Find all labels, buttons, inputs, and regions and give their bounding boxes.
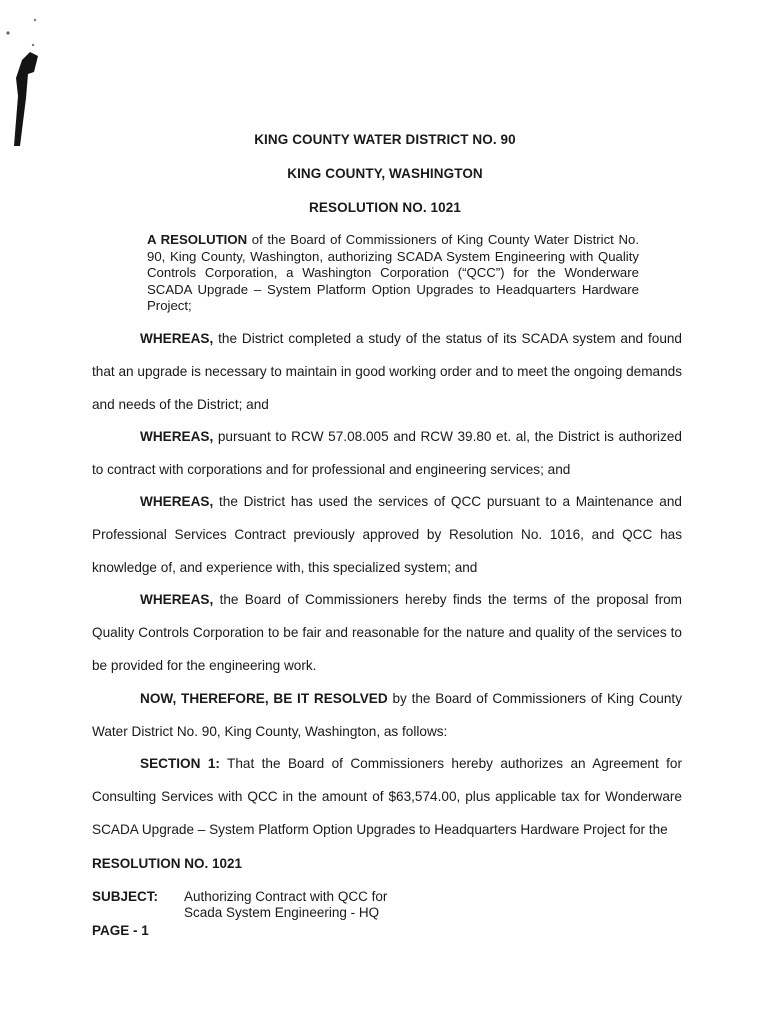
paragraph-text: the Board of Commissioners hereby finds the terms of the proposal from Quality Controls Corporation to be fair and reasonable for the nature and quality of the services to be provided for the engineering work.: [92, 592, 682, 673]
scan-artifact-mark: [0, 0, 60, 150]
subject-line-2: Scada System Engineering - HQ: [184, 905, 380, 920]
paragraph-text: by the Board of Commissioners of King County Water District No. 90, King County, Washington, as follows:: [92, 691, 683, 739]
paragraph-lead: SECTION 1:: [140, 756, 220, 771]
paragraph-text: pursuant to RCW 57.08.005 and RCW 39.80 et. al, the District is authorized to contract with corporations and for professional and engineering services; and: [92, 429, 682, 477]
whereas-paragraph-1: [92, 322, 682, 421]
resolution-summary: [147, 232, 639, 315]
subject-line-1: Authorizing Contract with QCC for: [184, 889, 388, 904]
paragraph-lead: NOW, THEREFORE, BE IT RESOLVED: [140, 691, 388, 706]
district-title: KING COUNTY WATER DISTRICT NO. 90: [254, 132, 516, 147]
whereas-paragraph-3: [92, 485, 682, 584]
footer-subject: [92, 889, 387, 921]
resolved-paragraph: [92, 682, 682, 748]
footer-resolution-number: [92, 856, 242, 871]
paragraph-lead: WHEREAS,: [140, 429, 214, 444]
paragraph-text: That the Board of Commissioners hereby authorizes an Agreement for Consulting Services with QCC in the amount of $63,574.00, plus applicable tax for Wonderware SCADA Upgrade – System Platform Option Upgrades to Headquarters Hardware Project for the: [92, 756, 682, 837]
subject-label: SUBJECT:: [92, 889, 159, 904]
footer-resolution-label: RESOLUTION NO. 1021: [92, 856, 243, 871]
page-number: PAGE - 1: [92, 923, 149, 938]
footer-page-number: [92, 923, 149, 938]
summary-lead: A RESOLUTION: [147, 232, 248, 247]
paragraph-text: the District completed a study of the status of its SCADA system and found that an upgrade is necessary to maintain in good working order and to meet the ongoing demands and needs of the District; and: [92, 331, 682, 412]
subject-text: [184, 889, 387, 921]
paragraph-lead: WHEREAS,: [140, 331, 214, 346]
resolution-number: RESOLUTION NO. 1021: [309, 200, 461, 215]
paragraph-lead: WHEREAS,: [140, 494, 214, 509]
summary-text: of the Board of Commissioners of King County Water District No. 90, King County, Washington, authorizing SCADA System Engineering with Quality Controls Corporation, a Washington Corporation (“QCC”) for the Wonderware SCADA Upgrade – System Platform Option Upgrades to Headquarters Hardware Project;: [147, 232, 639, 313]
section-1-paragraph: [92, 747, 682, 846]
paragraph-lead: WHEREAS,: [140, 592, 214, 607]
county-title: KING COUNTY, WASHINGTON: [287, 166, 483, 181]
whereas-paragraph-4: [92, 583, 682, 682]
whereas-paragraph-2: [92, 420, 682, 486]
paragraph-text: the District has used the services of QCC pursuant to a Maintenance and Professional Services Contract previously approved by Resolution No. 1016, and QCC has knowledge of, and experience with, this specialized system; and: [92, 494, 682, 575]
